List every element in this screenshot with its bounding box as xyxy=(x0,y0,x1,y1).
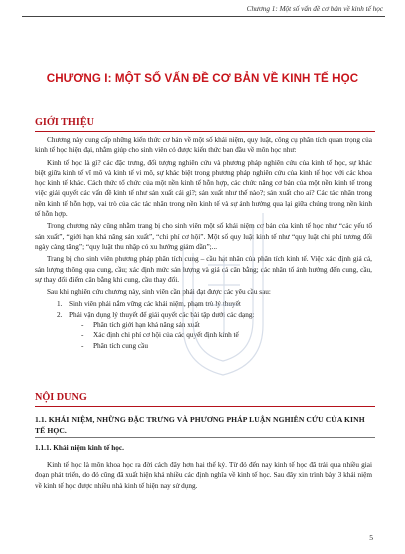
subsection-heading: 1.1.1. Khái niệm kinh tế học. xyxy=(35,443,124,452)
list-item xyxy=(35,310,372,320)
list-text: Phân tích giới hạn khả năng sản xuất xyxy=(93,321,200,330)
list-text: Phân tích cung cầu xyxy=(93,341,148,350)
intro-heading-rule xyxy=(35,131,375,132)
dash-bullet: - xyxy=(81,321,84,330)
subsection-heading: 1.1. KHÁI NIỆM, NHỮNG ĐẶC TRƯNG VÀ PHƯƠNG PHÁP LUẬN NGHIÊN CỨU CỦA KINH TẾ HỌC. xyxy=(35,415,365,435)
content-paragraph: Kinh tế học là môn khoa học ra đời cách đây hơn hai thế kỷ. Từ đó đến nay kinh tế học đã trải qua nhiều giai đoạn phát triển, do đó cũng đã xuất hiện khá nhiều các định nghĩa về kinh tế học. Sau đây xin trình bày 3 khái niệm về kinh tế học được nhiều nhà kinh tế hiện nay sử dụng. xyxy=(35,461,372,490)
list-text: Xác định chi phí cơ hội của các quyết định kinh tế xyxy=(93,331,239,340)
list-item xyxy=(35,330,372,340)
dash-bullet: - xyxy=(81,341,84,350)
chapter-title: CHƯƠNG I: MỘT SỐ VẤN ĐỀ CƠ BẢN VỀ KINH TẾ HỌC xyxy=(46,72,359,85)
dash-bullet: - xyxy=(81,331,84,340)
list-number: 1. xyxy=(57,300,63,309)
list-text: Sinh viên phải nắm vững các khái niệm, phạm trù lý thuyết xyxy=(69,300,241,309)
content-heading-rule xyxy=(35,406,375,407)
list-text: Phải vận dụng lý thuyết để giải quyết các bài tập dưới các dạng: xyxy=(69,310,255,319)
content-body xyxy=(35,460,372,491)
list-number: 2. xyxy=(57,310,63,319)
intro-heading: GIỚI THIỆU xyxy=(35,117,94,128)
header-rule xyxy=(22,16,385,17)
intro-paragraph: Sau khi nghiên cứu chương này, sinh viên cần phải đạt được các yêu cầu sau: xyxy=(47,288,271,297)
intro-paragraph: Kinh tế học là gì? các đặc trưng, đối tượng nghiên cứu và phương pháp nghiên cứu của kinh tế học, sự khác biệt giữa kinh tế vĩ mô và kinh tế vi mô, sự khác biệt trong phương pháp nghiên cứu của kinh tế học với các khoa học kinh tế khác. Cách thức tổ chức của một nền kinh tế hỗn hợp, các chức năng cơ bản của một nền kinh tế trong việc giải quyết các vấn đề kinh tế như sản xuất cái gì?; sản xuất như thế nào?; sản xuất cho ai? Các tác nhân trong nền kinh tế hỗn hợp, vai trò của các tác nhân trong nền kinh tế và sự ảnh hưởng qua lại giữa chúng trong nền kinh tế hỗn hợp. xyxy=(35,158,372,219)
content-heading: NỘI DUNG xyxy=(35,392,87,403)
exercise-types-list xyxy=(35,320,372,351)
list-item xyxy=(35,341,372,351)
requirements-list xyxy=(35,299,372,320)
page-number: 5 xyxy=(369,533,373,542)
list-item xyxy=(35,299,372,309)
list-item xyxy=(35,320,372,330)
subsection-rule xyxy=(35,437,375,438)
intro-paragraph: Trong chương này cũng nhằm trang bị cho sinh viên một số khái niệm cơ bản của kinh tế học như “các yếu tố sản xuất”, “giới hạn khả năng sản xuất”, “chi phí cơ hội”. Một số quy luật kinh tế như “quy luật chi phí tương đối ngày càng tăng”; “quy luật thu nhập có xu hướng giảm dần”;... xyxy=(35,222,372,251)
intro-body xyxy=(35,135,372,351)
intro-paragraph: Chương này cung cấp những kiến thức cơ bản về một số khái niệm, quy luật, công cụ phân tích quan trọng của kinh tế học hiện đại, nhằm giúp cho sinh viên có được kiến thức ban đầu về môn học như: xyxy=(35,136,372,155)
running-header: Chương 1: Một số vấn đề cơ bản về kinh tế học xyxy=(246,5,383,13)
intro-paragraph: Trang bị cho sinh viên phương pháp phân tích cung – cầu hạt nhân của phân tích kinh tế. Việc xác định giá cả, sản lượng thông qua cung, cầu; xác định mức sản lượng và giá cả cân bằng; các nhân tố ảnh hưởng đến cung, cầu, sự thay đổi điểm cân bằng khi cung, cầu thay đổi. xyxy=(35,255,372,284)
